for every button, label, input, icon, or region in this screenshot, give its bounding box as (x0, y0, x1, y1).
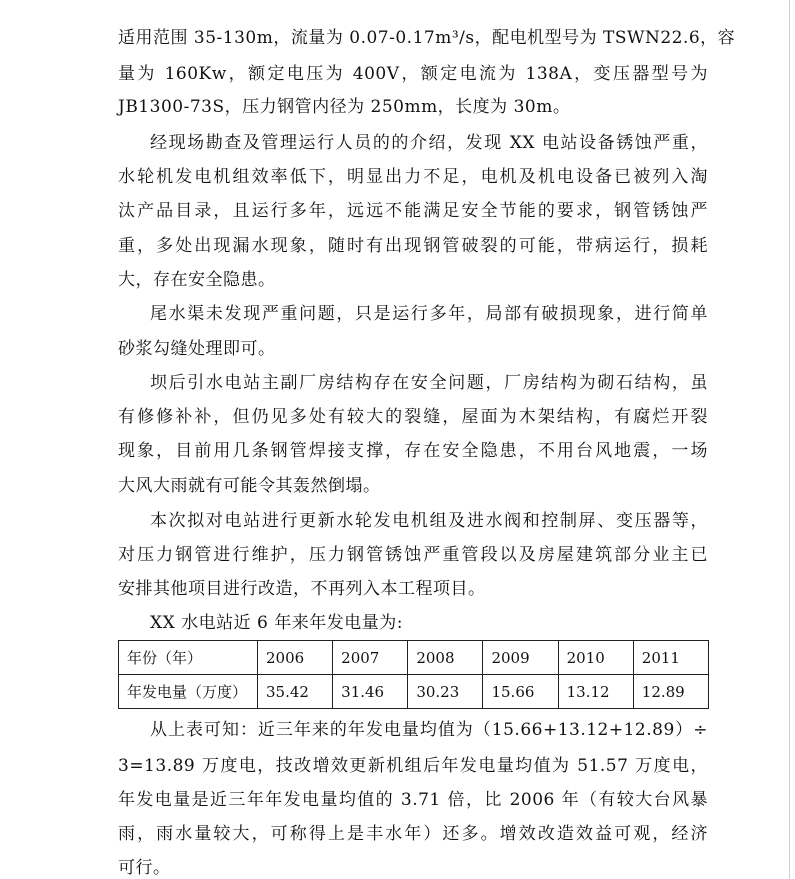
paragraph-line: 大，存在安全隐患。 (118, 270, 276, 290)
paragraph-line: 大风大雨就有可能令其轰然倒塌。 (118, 476, 381, 496)
paragraph-line: 重，多处出现漏水现象，随时有出现钢管破裂的可能，带病运行，损耗 (118, 236, 708, 256)
table-row (119, 641, 709, 675)
table-cell: 2007 (333, 641, 408, 675)
table-cell: 2010 (558, 641, 633, 675)
table-cell: 35.42 (258, 675, 333, 709)
table-cell: 12.89 (633, 675, 708, 709)
table-cell: 2008 (408, 641, 483, 675)
generation-table (118, 640, 709, 709)
paragraph-line: 适用范围 35-130m，流量为 0.07-0.17m³/s，配电机型号为 TSWN22.6，容 (118, 28, 736, 48)
paragraph-line: JB1300-73S，压力钢管内径为 250mm，长度为 30m。 (118, 97, 571, 117)
paragraph-line: 汰产品目录，且运行多年，远远不能满足安全节能的要求，钢管锈蚀严 (118, 201, 708, 221)
paragraph-line: 本次拟对电站进行更新水轮发电机组及进水阀和控制屏、变压器等， (150, 511, 708, 531)
paragraph-line: 现象，目前用几条钢管焊接支撑，存在安全隐患，不用台风地震，一场 (118, 441, 708, 461)
paragraph-line: 对压力钢管进行维护，压力钢管锈蚀严重管段以及房屋建筑部分业主已 (118, 545, 708, 565)
paragraph-line: 年发电量是近三年年发电量均值的 3.71 倍，比 2006 年（有较大台风暴 (118, 790, 708, 810)
table-caption: XX 水电站近 6 年来年发电量为: (150, 613, 403, 633)
table-cell: 2006 (258, 641, 333, 675)
table-cell: 30.23 (408, 675, 483, 709)
paragraph-line: 安排其他项目进行改造，不再列入本工程项目。 (118, 579, 486, 599)
paragraph-line: 砂浆勾缝处理即可。 (118, 339, 276, 359)
table-row (119, 675, 709, 709)
table-cell: 31.46 (333, 675, 408, 709)
paragraph-line: 3=13.89 万度电，技改增效更新机组后年发电量均值为 51.57 万度电， (118, 756, 708, 776)
paragraph-line: 尾水渠未发现严重问题，只是运行多年，局部有破损现象，进行简单 (150, 304, 708, 324)
paragraph-line: 雨，雨水量较大，可称得上是丰水年）还多。增效改造效益可观，经济 (118, 824, 708, 844)
row-header-year: 年份（年） (119, 641, 258, 675)
paragraph-line: 水轮机发电机组效率低下，明显出力不足，电机及机电设备已被列入淘 (118, 167, 708, 187)
paragraph-line: 有修修补补，但仍见多处有较大的裂缝，屋面为木架结构，有腐烂开裂 (118, 407, 708, 427)
row-header-generation: 年发电量（万度） (119, 675, 258, 709)
table-cell: 13.12 (558, 675, 633, 709)
table-cell: 2011 (633, 641, 708, 675)
paragraph-line: 从上表可知：近三年来的年发电量均值为（15.66+13.12+12.89）÷ (150, 720, 708, 740)
paragraph-line: 可行。 (118, 858, 171, 878)
paragraph-line: 经现场勘查及管理运行人员的的介绍，发现 XX 电站设备锈蚀严重， (150, 133, 708, 153)
paragraph-line: 量为 160Kw，额定电压为 400V，额定电流为 138A，变压器型号为 (118, 64, 708, 84)
table-cell: 2009 (483, 641, 558, 675)
page-edge-divider (789, 0, 790, 879)
paragraph-line: 坝后引水电站主副厂房结构存在安全问题，厂房结构为砌石结构，虽 (150, 373, 708, 393)
table-cell: 15.66 (483, 675, 558, 709)
